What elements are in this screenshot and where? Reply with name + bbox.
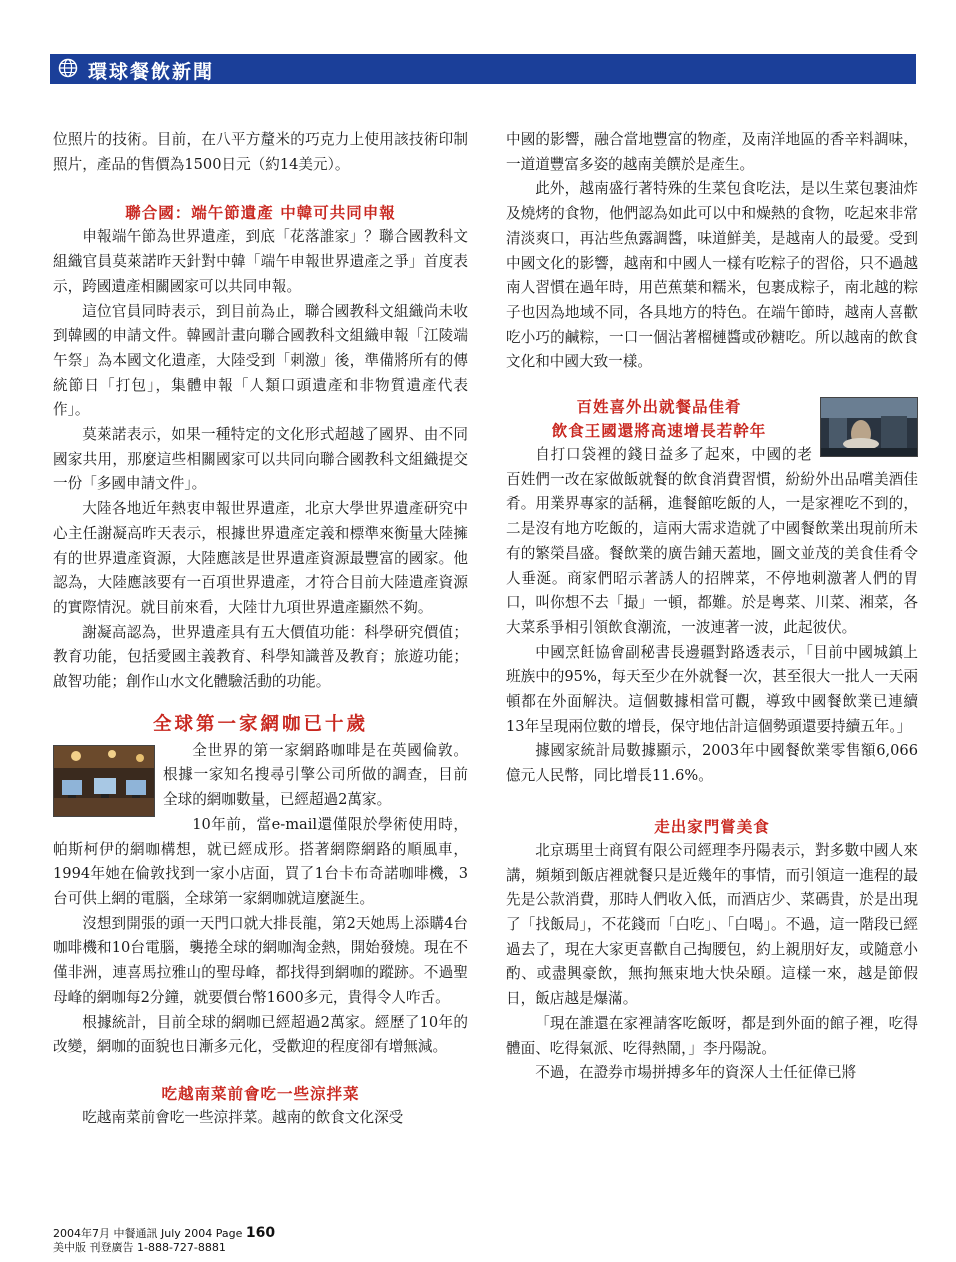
- article-paragraph: 沒想到開張的頭一天門口就大排長龍，第2天她馬上添購4台咖啡機和10台電腦，襲捲全球的網咖淘金熱，開始發燒。現在不僅非洲，連喜馬拉雅山的聖母峰，都找得到網咖的蹤跡。不過聖母峰的網咖每2分鐘，就要價台幣1600多元，貴得令人咋舌。: [53, 914, 468, 1006]
- article-heading: 吃越南菜前會吃一些涼拌菜: [161, 1084, 360, 1103]
- article-paragraph: 莫萊諾表示，如果一種特定的文化形式超越了國界、由不同國家共用，那麼這些相關國家可以共同向聯合國教科文組織提交一份「多國申請文件」。: [53, 426, 468, 493]
- article-paragraph: 不過，在證券市場拼搏多年的資深人士任征偉已將: [535, 1064, 857, 1082]
- section-header-band: [50, 54, 916, 84]
- article-heading: 全球第一家網咖已十歲: [152, 713, 368, 735]
- article-paragraph: 北京瑪里士商貿有限公司經理李丹陽表示，對多數中國人來講，頻頻到飯店裡就餐只是近幾年的事情，而引領這一進程的最先是公款消費，那時人們收入低，而酒店少、菜碼貴，於是出現了「找飯局」，不花錢而「白吃」、「白喝」。不過，這一階段已經過去了，現在大家更喜歡自己掏腰包，約上親朋好友，或隨意小酌、或盡興豪飲，無拘無束地大快朵頤。這樣一來，越是節假日，飯店越是爆滿。: [506, 841, 918, 1008]
- footer-issue-info: 2004年7月 中餐通訊 July 2004 Page: [53, 1227, 243, 1240]
- article-paragraph: 吃越南菜前會吃一些涼拌菜。越南的飲食文化深受: [82, 1108, 404, 1126]
- article-paragraph: 全世界的第一家網路咖啡是在英國倫敦。根據一家知名搜尋引擎公司所做的調查，目前全球的網咖數量，已經超過2萬家。: [163, 741, 468, 809]
- article-paragraph: 「現在誰還在家裡請客吃飯呀，都是到外面的館子裡，吃得體面、吃得氣派、吃得熱鬧，」李丹陽說。: [506, 1014, 918, 1057]
- article-heading: 百姓喜外出就餐品佳肴: [576, 398, 742, 417]
- article-paragraph: 據國家統計局數據顯示，2003年中國餐飲業零售額6,066億元人民幣，同比增長11.6%。: [506, 742, 918, 785]
- globe-icon: [58, 58, 78, 78]
- article-paragraph: 申報端午節為世界遺產，到底「花落誰家」？聯合國教科文組織官員莫萊諾昨天針對中韓「端午申報世界遺產之爭」首度表示，跨國遺產相關國家可以共同申報。: [53, 228, 468, 295]
- article-paragraph: 中國烹飪協會副秘書長邊疆對路透表示，「目前中國城鎮上班族中的95%，每天至少在外就餐一次，甚至很大一批人一天兩頓都在外面解決。這個數據相當可觀，導致中國餐飲業已連續13年呈現兩位數的增長，保守地估計這個勢頭還要持續五年。」: [506, 643, 918, 735]
- footer-line-1: [53, 1226, 275, 1241]
- article-paragraph: 位照片的技術。目前，在八平方釐米的巧克力上使用該技術印制照片，產品的售價為1500日元（約14美元）。: [53, 131, 468, 173]
- article-paragraph: 自打口袋裡的錢日益多了起來，中國的老百姓們一改在家做飯就餐的飲食消費習慣，紛紛外出品嚐美酒佳肴。用業界專家的話稱，進餐館吃飯的人，一是家裡吃不到的，二是沒有地方吃飯的，這兩大需求造就了中國餐飲業出現前所未有的繁榮昌盛。餐飲業的廣告鋪天蓋地，圖文並茂的美食佳肴令人垂涎。商家們昭示著誘人的招牌菜，不停地刺激著人們的胃口，叫你想不去「撮」一頓，都難。於是粵菜、川菜、湘菜，各大菜系爭相引領飲食潮流，一波連著一波，此起彼伏。: [506, 446, 918, 636]
- page-footer: [53, 1226, 275, 1255]
- article-heading: 聯合國：端午節遺產 中韓可共同申報: [125, 204, 396, 223]
- article-paragraph: 此外，越南盛行著特殊的生菜包食吃法，是以生菜包裹油炸及燒烤的食物，他們認為如此可以中和燥熱的食物，吃起來非常清淡爽口，再沾些魚露調醬，味道鮮美，是越南人的最愛。受到中國文化的影響，越南和中國人一樣有吃粽子的習俗，只不過越南人習慣在過年時，用芭蕉葉和糯米，包裹成粽子，南北越的粽子也因為地域不同，各具地方的特色。在端午節時，越南人喜歡吃小巧的鹹粽，一口一個沾著榴槤醬或砂糖吃。所以越南的飲食文化和中國大致一樣。: [506, 180, 918, 371]
- internet-cafe-photo: [53, 745, 155, 817]
- restaurant-photo: [820, 397, 918, 457]
- article-paragraph: 這位官員同時表示，到目前為止，聯合國教科文組織尚未收到韓國的申請文件。韓國計畫向聯合國教科文組織申報「江陵端午祭」為本國文化遺產，大陸受到「刺激」後，準備將所有的傳統節日「打包」，集體申報「人類口頭遺產和非物質遺產代表作」。: [53, 302, 468, 419]
- article-paragraph: 謝凝高認為，世界遺產具有五大價值功能：科學研究價值；教育功能，包括愛國主義教育、科學知識普及教育；旅遊功能；啟智功能；創作山水文化體驗活動的功能。: [53, 623, 468, 691]
- section-title: 環球餐飲新聞: [88, 61, 215, 83]
- article-paragraph: 根據統計，目前全球的網咖已經超過2萬家。經歷了10年的改變，網咖的面貌也日漸多元化，受歡迎的程度卻有增無減。: [53, 1013, 468, 1056]
- page-number: 160: [245, 1225, 276, 1241]
- article-heading: 走出家門嘗美食: [654, 817, 770, 836]
- right-column: [506, 128, 918, 1086]
- article-heading: 飲食王國還將高速增長若幹年: [551, 422, 767, 441]
- footer-line-2: 美中版 刊登廣告 1-888-727-8881: [53, 1241, 226, 1254]
- article-paragraph: 大陸各地近年熱衷申報世界遺產，北京大學世界遺產研究中心主任謝凝高昨天表示，根據世界遺產定義和標準來衡量大陸擁有的世界遺產資源，大陸應該是世界遺產資源最豐富的國家。他認為，大陸應該要有一百項世界遺產，才符合目前大陸遺產資源的實際情況。就目前來看，大陸廿九項世界遺產顯然不夠。: [53, 500, 468, 616]
- article-paragraph: 10年前，當e-mail還僅限於學術使用時，帕斯柯伊的網咖構想，就已經成形。搭著網際網路的順風車，1994年她在倫敦找到一家小店面，買了1台卡布奇諾咖啡機，3台可供上網的電腦，全球第一家網咖就這麼誕生。: [53, 815, 468, 907]
- article-paragraph: 中國的影響，融合當地豐富的物產，及南洋地區的香辛料調味，一道道豐富多姿的越南美饌於是產生。: [506, 131, 918, 173]
- left-column: [53, 128, 468, 1131]
